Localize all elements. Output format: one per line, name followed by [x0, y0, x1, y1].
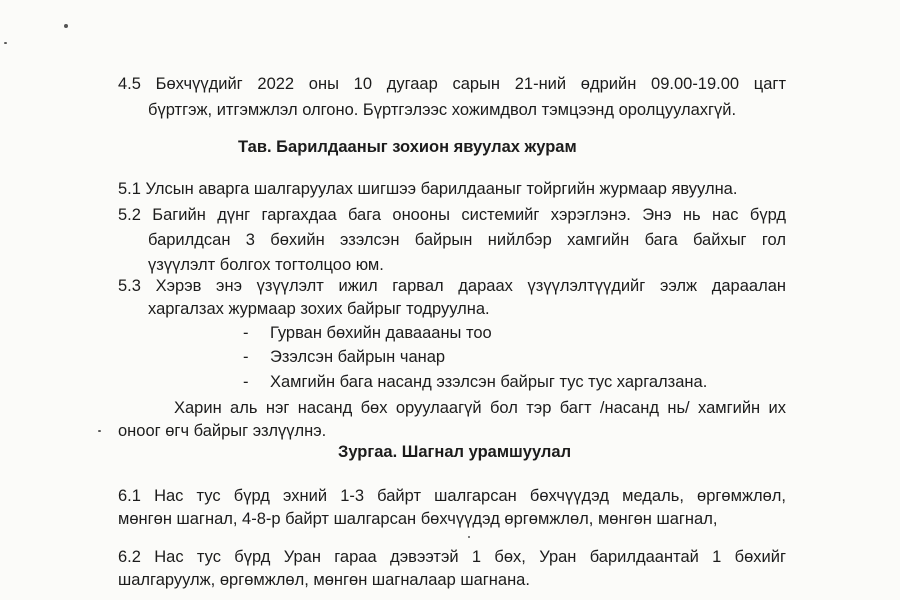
paragraph-4-5-line2: бүртгэж, итгэмжлэл олгоно. Бүртгэлээс хожимдвол тэмцээнд оролцуулахгүй. — [148, 101, 737, 119]
section-5-heading: Тав. Барилдааныг зохион явуулах журам — [238, 138, 577, 156]
paragraph-4-5-line1: 4.5 Бөхчүүдийг 2022 оны 10 дугаар сарын 21-ний өдрийн 09.00-19.00 цагт — [118, 75, 786, 93]
scan-speck — [468, 536, 470, 538]
bullet-marker: - — [243, 348, 249, 366]
scan-speck — [64, 24, 68, 28]
paragraph-5-3-line1: 5.3 Хэрэв энэ үзүүлэлт ижил гарвал дараах үзүүлэлтүүдийг ээлж дараалан — [118, 277, 786, 295]
bullet-item: Хамгийн бага насанд эзэлсэн байрыг тус тус харгалзана. — [270, 373, 708, 391]
paragraph-5-3-line2: харгалзах журмаар зохих байрыг тодруулна. — [148, 300, 490, 318]
paragraph-5-1: 5.1 Улсын аварга шалгаруулах шигшээ барилдааныг тойргийн журмаар явуулна. — [118, 180, 738, 198]
paragraph-note-line1: Харин аль нэг насанд бөх оруулаагүй бол тэр багт /насанд нь/ хамгийн их — [174, 399, 786, 417]
paragraph-note-line2: оноог өгч байрыг эзлүүлнэ. — [118, 422, 327, 440]
bullet-marker: - — [243, 373, 249, 391]
section-6-heading: Зургаа. Шагнал урамшуулал — [338, 443, 572, 461]
paragraph-6-1-line1: 6.1 Нас тус бүрд эхний 1-3 байрт шалгарсан бөхчүүдэд медаль, өргөмжлөл, — [118, 487, 786, 505]
bullet-item: Эзэлсэн байрын чанар — [270, 348, 446, 366]
scan-speck — [4, 42, 7, 44]
paragraph-5-2-line2: барилдсан 3 бөхийн эзэлсэн байрын нийлбэр хамгийн бага байхыг гол — [148, 231, 786, 249]
paragraph-6-2-line1: 6.2 Нас тус бүрд Уран гараа дэвээтэй 1 бөх, Уран барилдаантай 1 бөхийг — [118, 548, 786, 566]
paragraph-6-2-line2: шалгаруулж, өргөмжлөл, мөнгөн шагналаар шагнана. — [118, 571, 530, 589]
paragraph-5-2-line3: үзүүлэлт болгох тогтолцоо юм. — [148, 256, 384, 274]
bullet-item: Гурван бөхийн даваааны тоо — [270, 324, 492, 342]
bullet-marker: - — [243, 324, 249, 342]
paragraph-6-1-line2: мөнгөн шагнал, 4-8-р байрт шалгарсан бөхчүүдэд өргөмжлөл, мөнгөн шагнал, — [118, 510, 718, 528]
scan-speck — [98, 430, 101, 432]
paragraph-5-2-line1: 5.2 Багийн дүнг гаргахдаа бага онооны системийг хэрэглэнэ. Энэ нь нас бүрд — [118, 206, 786, 224]
